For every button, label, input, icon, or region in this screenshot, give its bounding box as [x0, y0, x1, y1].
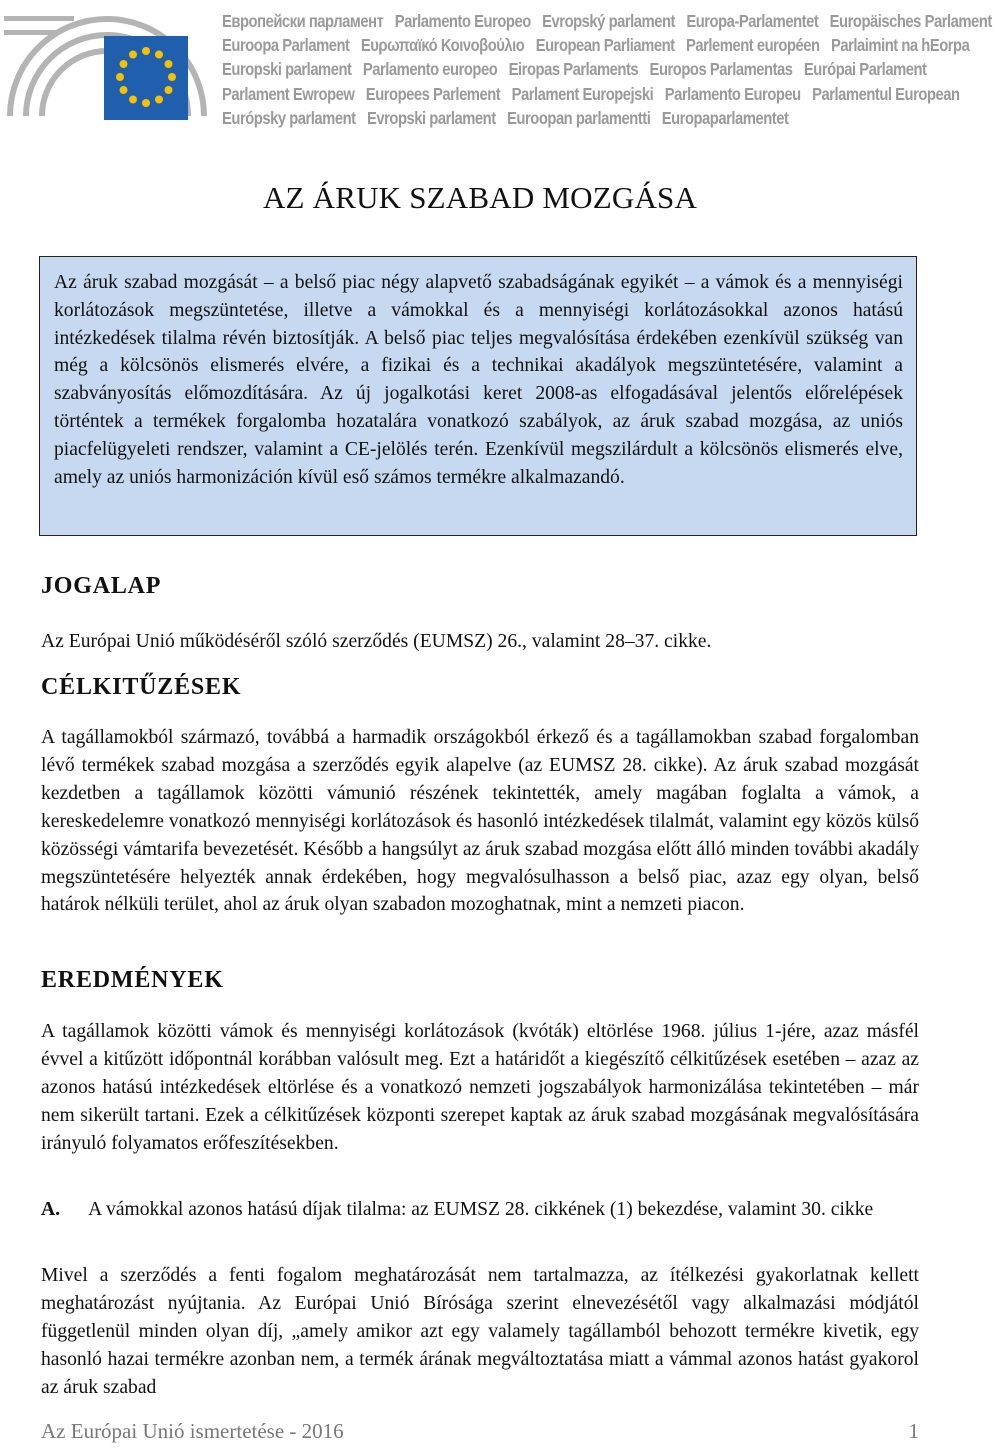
objectives-heading: CÉLKITŰZÉSEK	[41, 674, 242, 700]
item-a-body: Mivel a szerződés a fenti fogalom meghatározását nem tartalmazza, az ítélkezési gyakorlatnak kellett meghatározást nyújtania. Az Európai Unió Bírósága szerint elnevezésétől vagy alkalmazási módjától függetlenül minden olyan díj, „amely amikor azt egy valamely tagállamból behozott termékre kivetik, egy hasonló hazai termékre azonban nem, a termék árának megváltoztatása miatt a vámmal azonos hatást gyakorol az áruk szabad	[41, 1265, 919, 1398]
language-name: Parlamento Europeo	[394, 11, 531, 31]
language-row	[222, 57, 927, 81]
language-name: Parlamento europeo	[362, 59, 498, 80]
language-name: Europees Parlement	[365, 83, 501, 104]
language-name: Parlaimint na hEorpa	[830, 35, 970, 56]
language-name: Eiropas Parlaments	[508, 59, 639, 80]
language-name: Evropski parlament	[366, 107, 496, 128]
language-name: Europaparlamentet	[661, 107, 789, 128]
page-header	[0, 0, 992, 130]
european-parliament-logo-icon	[4, 4, 210, 124]
language-name: Euroopa Parlament	[222, 35, 350, 56]
language-row	[222, 33, 970, 57]
results-text: A tagállamok közötti vámok és mennyiségi korlátozások (kvóták) eltörlése 1968. július 1-jére, azaz másfél évvel a kitűzött időpontnál korábban valósult meg. Ezt a határidőt a kiegészítő célkitűzések esetében – azaz az azonos hatású intézkedések eltörlése és a vonatkozó nemzeti jogszabályok harmonizálása tekintetében – már nem sikerült tartani. Ezek a célkitűzések központi szerepet kaptak az áruk szabad mozgásának megvalósítására irányuló folyamatos erőfeszítésekben.	[41, 1021, 919, 1154]
legal-basis-text: Az Európai Unió működéséről szóló szerződés (EUMSZ) 26., valamint 28–37. cikke.	[41, 631, 712, 652]
language-name: Europa-Parlamentet	[686, 11, 819, 31]
language-name: Parlamento Europeu	[664, 83, 801, 104]
summary-text: Az áruk szabad mozgását – a belső piac négy alapvető szabadságának egyikét – a vámok és a mennyiségi korlátozások megszüntetése, illetve a vámokkal és a mennyiségi korlátozásokkal azonos hatású intézkedések tilalma révén biztosítják. A belső piac teljes megvalósítása érdekében ezenkívül szükség van még a kölcsönös elismerés elvére, a fizikai és a technikai akadályok megszüntetésére, valamint a szabványosítás előmozdítására. Az új jogalkotási keret 2008-as elfogadásával jelentős előrelépések történtek a termékek forgalomba hozatalára vonatkozó szabályok, az áruk szabad mozgása, az uniós piacfelügyeleti rendszer, valamint a CE-jelölés terén. Ezenkívül megszilárdult a kölcsönös elismerés elve, amely az uniós harmonizáción kívül eső számos termékre alkalmazandó.	[54, 272, 903, 488]
language-list	[222, 9, 992, 130]
footer-title: Az Európai Unió ismertetése - 2016	[41, 1419, 344, 1443]
item-a-heading	[41, 1196, 919, 1224]
language-name: Evropský parlament	[542, 11, 675, 31]
language-name: Europski parlament	[222, 59, 352, 80]
language-name: Europos Parlamentas	[649, 59, 793, 80]
language-name: Европейски парламент	[222, 11, 384, 31]
item-a-title: A vámokkal azonos hatású díjak tilalma: az EUMSZ 28. cikkének (1) bekezdése, valamint 30. cikke	[88, 1199, 874, 1220]
language-name: Europäisches Parlament	[829, 11, 992, 31]
language-name: Parlamentul European	[812, 83, 960, 104]
language-name: European Parliament	[535, 35, 675, 56]
page-number: 1	[908, 1419, 919, 1443]
results-heading: EREDMÉNYEK	[41, 967, 224, 993]
language-name: Parlement européen	[685, 35, 820, 56]
language-row	[222, 106, 854, 130]
language-name: Európai Parlament	[803, 59, 927, 80]
item-a-label: A.	[41, 1199, 61, 1220]
page-footer	[41, 1419, 919, 1444]
objectives-text: A tagállamokból származó, továbbá a harmadik országokból érkező és a tagállamokban szabad forgalomban lévő termékek szabad mozgása a szerződés egyik alapelve (az EUMSZ 28. cikke). Az áruk szabad mozgását kezdetben a tagállamok közötti vámunió részének tekintették, amely magában foglalta a vámok, a kereskedelemre vonatkozó mennyiségi korlátozások és hasonló intézkedések tilalmát, valamint egy közös külső közösségi vámtarifa bevezetését. Később a hangsúlyt az áruk szabad mozgása előtt álló minden további akadály megszüntetésére helyezték annak érdekében, hogy megvalósulhasson a belső piac, azaz egy olyan, belső határok nélküli terület, ahol az áruk olyan szabadon mozoghatnak, mint a nemzeti piacon.	[41, 727, 919, 916]
language-name: Euroopan parlamentti	[507, 107, 651, 128]
page-title: AZ ÁRUK SZABAD MOZGÁSA	[262, 180, 698, 215]
language-row	[222, 82, 960, 106]
legal-basis-heading: JOGALAP	[41, 573, 162, 599]
language-name: Parlament Europejski	[511, 83, 654, 104]
summary-box	[39, 256, 917, 536]
language-row	[222, 9, 992, 33]
language-name: Parlament Ewropew	[222, 83, 355, 104]
language-name: Ευρωπαϊκό Κοινοβούλιο	[360, 35, 525, 56]
language-name: Európsky parlament	[222, 107, 356, 128]
